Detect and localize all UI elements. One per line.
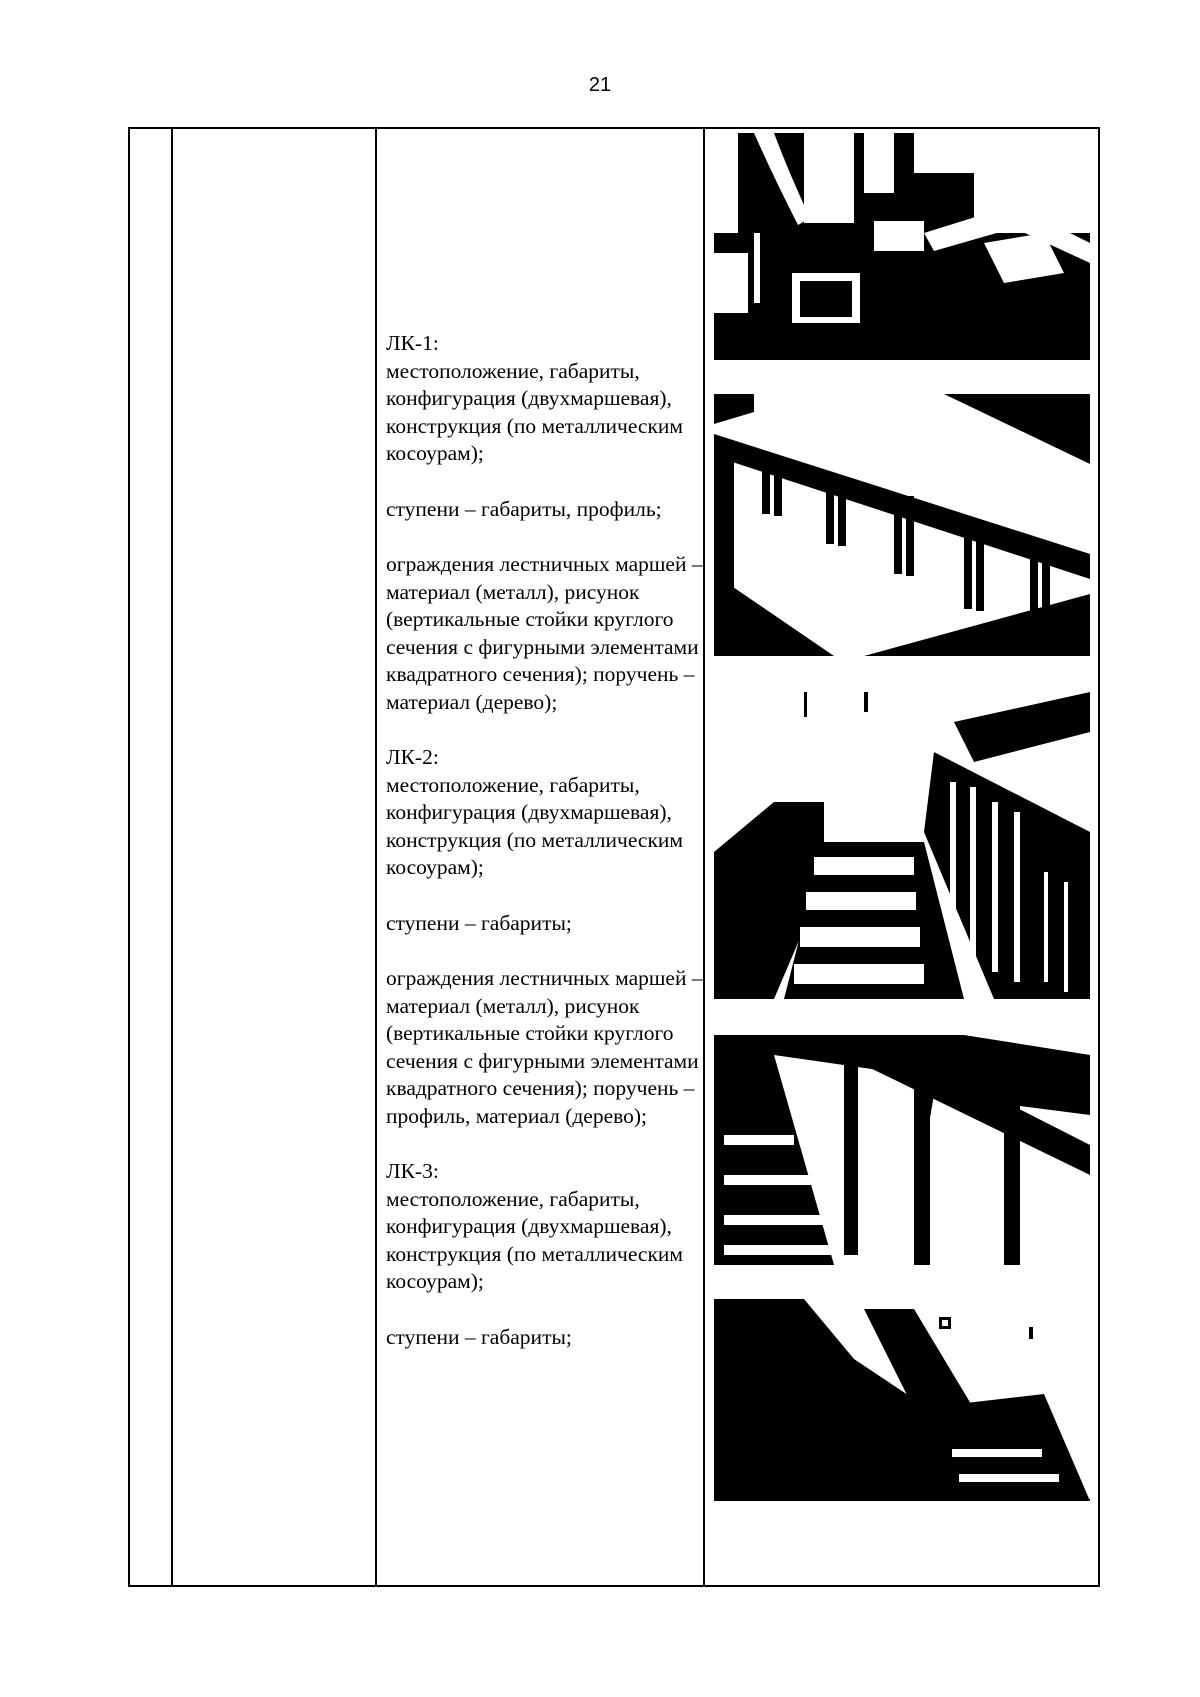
lk1-steps: ступени – габариты, профиль; (386, 496, 662, 521)
staircase-photo-2 (714, 394, 1090, 656)
lk1-header: ЛК-1: местоположение, габариты, конфигурация (двухмаршевая), конструкция (по металлическим косоурам); (386, 331, 684, 465)
staircase-photo-5 (714, 1299, 1090, 1501)
table-column-divider (375, 129, 377, 1585)
table-column-divider (171, 129, 173, 1585)
lk2-steps: ступени – габариты; (386, 910, 572, 935)
lk2-header: ЛК-2: местоположение, габариты, конфигурация (двухмаршевая), конструкция (по металлическим косоурам); (386, 745, 684, 879)
lk3-header: ЛК-3: местоположение, габариты, конфигурация (двухмаршевая), конструкция (по металлическим косоурам); (386, 1159, 684, 1293)
subject-description-cell (386, 330, 711, 1351)
lk1-railings: ограждения лестничных маршей – материал (металл), рисунок (вертикальные стойки круглого сечения с фигурными элементами квадратного сечения); поручень – материал (дерево); (386, 552, 703, 714)
page-number: 21 (588, 74, 612, 96)
staircase-photo-3 (714, 692, 1090, 999)
lk3-steps: ступени – габариты; (386, 1324, 572, 1349)
staircase-photo-1 (714, 133, 1090, 360)
lk2-railings: ограждения лестничных маршей – материал (металл), рисунок (вертикальные стойки круглого сечения с фигурными элементами квадратного сечения); поручень – профиль, материал (дерево); (386, 966, 703, 1128)
staircase-photo-4 (714, 1035, 1090, 1265)
